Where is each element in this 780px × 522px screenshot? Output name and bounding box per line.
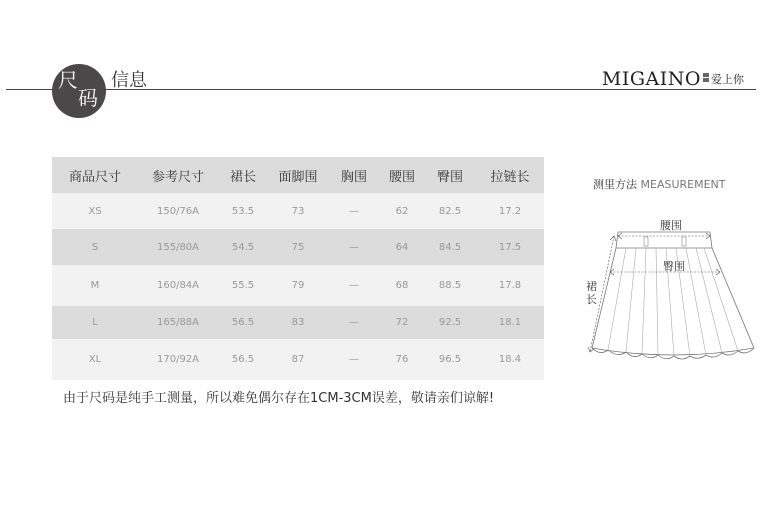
header-cell: 面脚围 (268, 157, 328, 193)
table-cell: — (328, 339, 380, 380)
table-cell: 72 (380, 306, 424, 339)
table-cell: 53.5 (218, 193, 268, 229)
table-cell: 75 (268, 229, 328, 265)
length-label: 裙长 (586, 280, 597, 306)
table-cell: — (328, 306, 380, 339)
table-cell: 88.5 (424, 265, 476, 306)
header-cell: 商品尺寸 (52, 157, 138, 193)
table-cell: 18.4 (476, 339, 544, 380)
table-row (52, 339, 544, 380)
brand-logo (602, 68, 744, 90)
table-cell: 17.2 (476, 193, 544, 229)
table-cell: 56.5 (218, 339, 268, 380)
header-cell: 参考尺寸 (138, 157, 218, 193)
table-row (52, 265, 544, 306)
table-row (52, 229, 544, 265)
table-cell: — (328, 265, 380, 306)
header-cell: 拉链长 (476, 157, 544, 193)
waist-label: 腰围 (660, 219, 682, 232)
table-cell: 64 (380, 229, 424, 265)
table-cell: 76 (380, 339, 424, 380)
measurement-title (593, 176, 725, 192)
size-badge (52, 64, 106, 118)
measurement-title-cn: 测里方法 (593, 178, 637, 191)
table-row (52, 193, 544, 229)
table-cell: 155/80A (138, 229, 218, 265)
table-cell: 54.5 (218, 229, 268, 265)
table-cell: 17.5 (476, 229, 544, 265)
size-table (52, 157, 544, 380)
table-cell: 96.5 (424, 339, 476, 380)
table-cell: 56.5 (218, 306, 268, 339)
table-cell: 62 (380, 193, 424, 229)
header-cell: 腰围 (380, 157, 424, 193)
skirt-diagram (578, 210, 758, 370)
section-title: 信息 (111, 70, 147, 91)
table-cell: 165/88A (138, 306, 218, 339)
table-cell: — (328, 229, 380, 265)
table-cell: 160/84A (138, 265, 218, 306)
table-cell: 150/76A (138, 193, 218, 229)
table-cell: 55.5 (218, 265, 268, 306)
table-cell: 92.5 (424, 306, 476, 339)
table-cell: 18.1 (476, 306, 544, 339)
table-row (52, 306, 544, 339)
table-cell: 73 (268, 193, 328, 229)
table-cell: 79 (268, 265, 328, 306)
table-cell: S (52, 229, 138, 265)
table-cell: 87 (268, 339, 328, 380)
table-header-row (52, 157, 544, 193)
badge-char-2: 码 (78, 86, 98, 110)
header-cell: 胸围 (328, 157, 380, 193)
table-cell: 170/92A (138, 339, 218, 380)
brand-mini-mark (703, 73, 709, 84)
table-cell: 82.5 (424, 193, 476, 229)
brand-slogan: 爱上你 (711, 73, 744, 86)
table-cell: 17.8 (476, 265, 544, 306)
table-cell: — (328, 193, 380, 229)
table-cell: XL (52, 339, 138, 380)
badge-char-1: 尺 (58, 68, 78, 92)
hip-label: 臀围 (663, 260, 685, 273)
table-cell: 68 (380, 265, 424, 306)
brand-name: MIGAINO (601, 68, 701, 90)
header-cell: 臀围 (424, 157, 476, 193)
measurement-title-en: MEASUREMENT (640, 178, 726, 191)
table-cell: 84.5 (424, 229, 476, 265)
table-cell: 83 (268, 306, 328, 339)
table-cell: M (52, 265, 138, 306)
table-cell: XS (52, 193, 138, 229)
measurement-error-note: 由于尺码是纯手工测量，所以难免偶尔存在1CM-3CM误差，敬请亲们谅解! (63, 391, 495, 406)
table-cell: L (52, 306, 138, 339)
header-cell: 裙长 (218, 157, 268, 193)
